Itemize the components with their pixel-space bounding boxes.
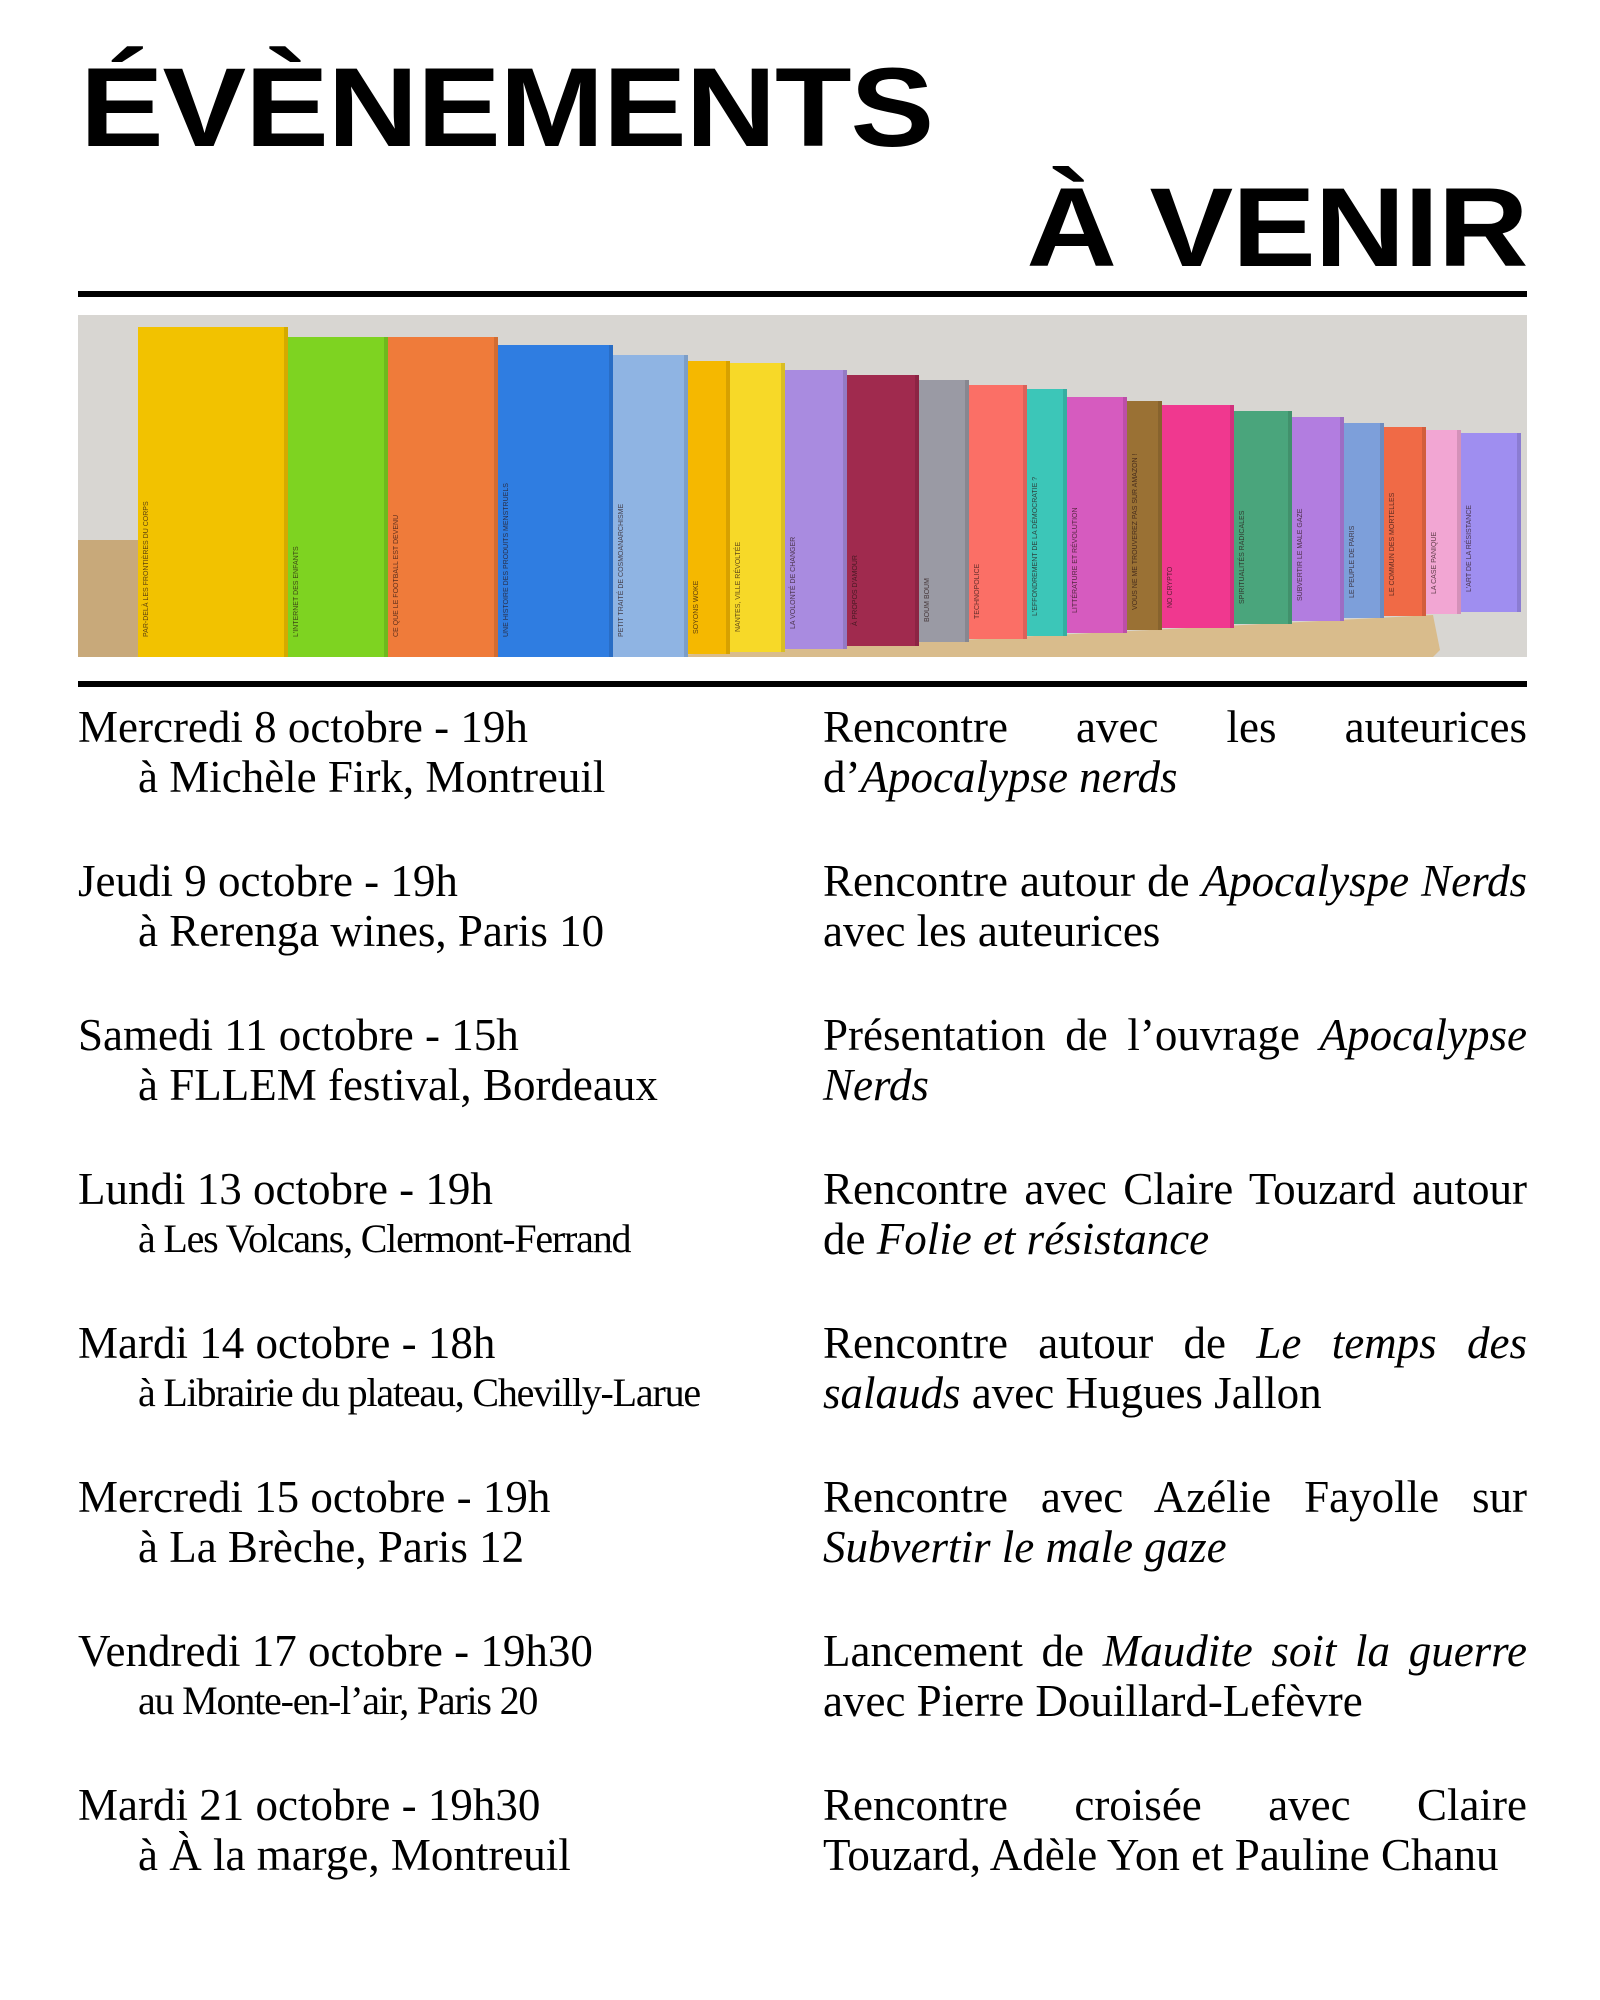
event-place: à Rerenga wines, Paris 10 <box>138 906 605 956</box>
book-title: Le temps des salauds <box>823 1318 1527 1418</box>
top-divider <box>78 291 1527 297</box>
book-spine-title: L'ART DE LA RÉSISTANCE <box>1466 505 1473 592</box>
book-spine-title: BOUM BOUM <box>924 578 931 622</box>
event-row <box>78 1164 1527 1318</box>
book-spine-title: CE QUE LE FOOTBALL EST DEVENU <box>393 514 400 637</box>
event-description <box>823 1780 1527 1934</box>
event-place: à Michèle Firk, Montreuil <box>138 752 606 802</box>
event-when-where <box>78 1164 823 1318</box>
event-place: au Monte-en-l’air, Paris 20 <box>138 1678 538 1723</box>
event-description <box>823 856 1527 1010</box>
book-spine-title: VOUS NE ME TROUVEREZ PAS SUR AMAZON ! <box>1132 453 1139 610</box>
book-spine-title: NO CRYPTO <box>1167 566 1174 608</box>
book-spine-shadow <box>494 337 498 657</box>
event-when-where <box>78 1010 823 1164</box>
event-row <box>78 702 1527 856</box>
book-title: Subvertir le male gaze <box>823 1522 1227 1572</box>
event-date: Mardi 21 octobre - 19h30 <box>78 1780 541 1830</box>
book-spine-title: LITTÉRATURE ET RÉVOLUTION <box>1072 507 1079 613</box>
event-description-text: Rencontre autour de <box>823 1318 1257 1368</box>
book-spine-title: À PROPOS D'AMOUR <box>852 555 859 626</box>
event-date: Mercredi 8 octobre - 19h <box>78 702 528 752</box>
event-description <box>823 1164 1527 1318</box>
book-spine-title: SOYONS WOKE <box>693 580 700 634</box>
event-when-where <box>78 856 823 1010</box>
book-spine-shadow <box>843 370 847 649</box>
book-spine-title: SUBVERTIR LE MALE GAZE <box>1297 508 1304 601</box>
book-spine-title: TECHNOPOLICE <box>974 563 981 619</box>
event-description <box>823 1472 1527 1626</box>
event-date: Samedi 11 octobre - 15h <box>78 1010 519 1060</box>
event-place: à La Brèche, Paris 12 <box>138 1522 525 1572</box>
book-spine-shadow <box>781 363 785 652</box>
book-spine <box>498 345 613 657</box>
event-place: à Librairie du plateau, Chevilly-Larue <box>138 1370 700 1415</box>
event-description-text: Rencontre avec Claire Touzard autour de <box>823 1164 1527 1264</box>
page-title-line-2: À VENIR <box>1026 165 1527 290</box>
book-spine-shadow <box>284 327 288 657</box>
book-spine-shadow <box>1023 385 1027 639</box>
book-spine-title: LE PEUPLE DE PARIS <box>1349 525 1356 598</box>
book-spine-title: LA CASE PANIQUE <box>1431 531 1438 594</box>
book-spine-shadow <box>1123 397 1127 633</box>
event-when-where <box>78 1780 823 1934</box>
event-place: à À la marge, Montreuil <box>138 1830 571 1880</box>
book-title: Apocalypse Nerds <box>823 1010 1527 1110</box>
event-description <box>823 1318 1527 1472</box>
book-spine-shadow <box>1230 405 1234 628</box>
book-spine-title: NANTES, VILLE RÉVOLTÉE <box>735 541 742 632</box>
event-date: Mercredi 15 octobre - 19h <box>78 1472 551 1522</box>
event-row <box>78 856 1527 1010</box>
book-spine-shadow <box>726 361 730 654</box>
event-description-text: Présentation de l’ouvrage <box>823 1010 1320 1060</box>
event-description-text: avec Hugues Jallon <box>960 1368 1322 1418</box>
book-title: Folie et résistance <box>876 1214 1210 1264</box>
book-spine-title: SPIRITUALITÉS RADICALES <box>1239 510 1246 604</box>
book-spine <box>288 337 388 657</box>
event-row <box>78 1318 1527 1472</box>
event-description-text: Rencontre autour de <box>823 856 1202 906</box>
event-description-text: Rencontre avec Azélie Fayolle sur <box>823 1472 1527 1522</box>
event-when-where <box>78 702 823 856</box>
event-place: à Les Volcans, Clermont-Ferrand <box>138 1216 631 1261</box>
wooden-surface <box>78 540 148 657</box>
event-row <box>78 1626 1527 1780</box>
book-spine-shadow <box>1380 423 1384 618</box>
book-title: Maudite soit la guerre <box>1102 1626 1527 1676</box>
event-description-text: Rencontre croisée avec Claire Touzard, Adèle Yon et Pauline Chanu <box>823 1780 1527 1880</box>
book-spine-shadow <box>965 380 969 642</box>
book-spine-shadow <box>1288 411 1292 624</box>
book-spine-title: L'EFFONDREMENT DE LA DÉMOCRATIE ? <box>1032 476 1039 616</box>
book-spine-shadow <box>1517 433 1521 612</box>
event-description <box>823 1010 1527 1164</box>
book-spine <box>388 337 498 657</box>
book-spine-title: PAR-DELÀ LES FRONTIÈRES DU CORPS <box>143 501 150 637</box>
event-when-where <box>78 1472 823 1626</box>
event-description <box>823 702 1527 856</box>
book-title: Apocalypse nerds <box>860 752 1178 802</box>
book-spine-title: LA VOLONTÉ DE CHANGER <box>790 536 797 629</box>
page-title-line-1: ÉVÈNEMENTS <box>80 45 934 170</box>
event-date: Jeudi 9 octobre - 19h <box>78 856 458 906</box>
event-description-text: Rencontre avec les auteurices d’ <box>823 702 1527 802</box>
event-date: Vendredi 17 octobre - 19h30 <box>78 1626 593 1676</box>
event-when-where <box>78 1626 823 1780</box>
book-spine-shadow <box>609 345 613 657</box>
book-spine-title: UNE HISTOIRE DES PRODUITS MENSTRUELS <box>503 483 510 637</box>
book-spine-title: L'INTERNET DES ENFANTS <box>293 546 300 637</box>
book-spine-shadow <box>684 355 688 657</box>
book-spine <box>138 327 288 657</box>
book-spine-shadow <box>915 375 919 646</box>
event-row <box>78 1472 1527 1626</box>
events-list <box>78 702 1527 1934</box>
book-spine-title: LE COMMUN DES MORTELLES <box>1389 492 1396 596</box>
book-spine-shadow <box>1422 427 1426 616</box>
book-title: Apocalyspe Nerds <box>1201 856 1527 906</box>
book-spine-shadow <box>1158 401 1162 630</box>
event-row <box>78 1780 1527 1934</box>
book-spine-shadow <box>384 337 388 657</box>
event-when-where <box>78 1318 823 1472</box>
book-spine-shadow <box>1063 389 1067 636</box>
event-row <box>78 1010 1527 1164</box>
event-description-text: avec Pierre Douillard-Lefèvre <box>823 1676 1363 1726</box>
event-date: Lundi 13 octobre - 19h <box>78 1164 493 1214</box>
bottom-divider <box>78 681 1527 687</box>
event-description <box>823 1626 1527 1780</box>
bookshelf-illustration <box>78 315 1527 657</box>
book-spine-shadow <box>1457 430 1461 614</box>
event-place: à FLLEM festival, Bordeaux <box>138 1060 658 1110</box>
event-description-text: avec les auteurices <box>823 906 1161 956</box>
event-date: Mardi 14 octobre - 18h <box>78 1318 496 1368</box>
event-description-text: Lancement de <box>823 1626 1103 1676</box>
bookshelf-photo <box>78 315 1527 657</box>
book-spine-title: PETIT TRAITÉ DE COSMOANARCHISME <box>618 503 625 637</box>
book-spine-shadow <box>1340 417 1344 621</box>
